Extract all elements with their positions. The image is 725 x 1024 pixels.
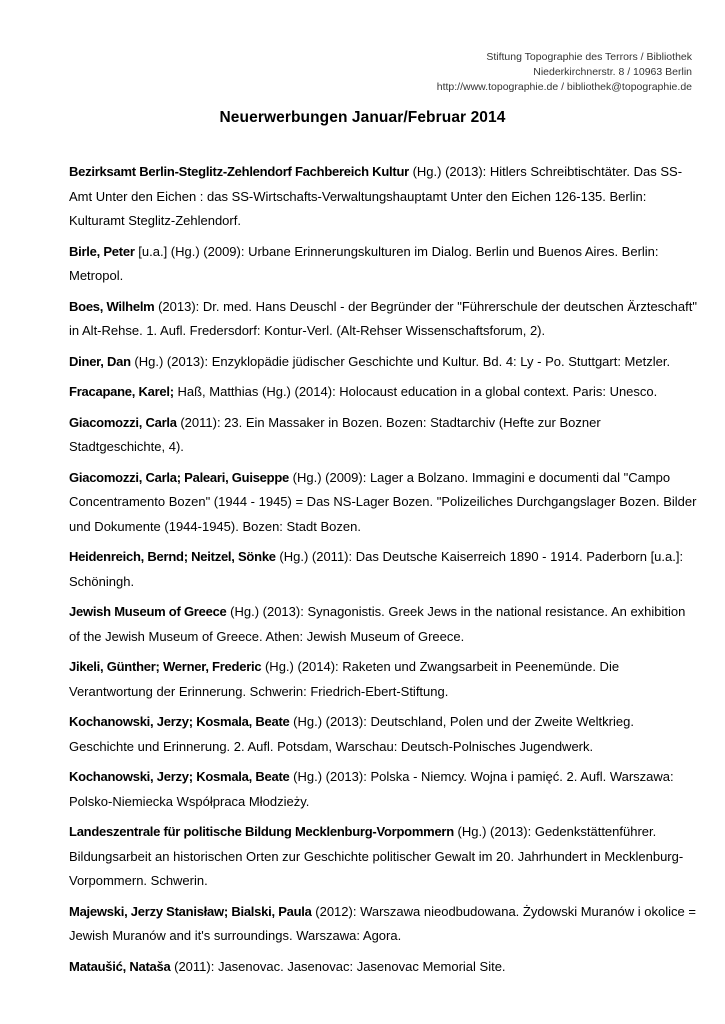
entry-details: (Hg.) (2013): Deutschland, Polen und der Zweite Weltkrieg. Geschichte und Erinnerung. 2. Aufl. Potsdam, Warschau: Deutsch-Polnisches Jugendwerk. (69, 714, 634, 754)
entry-details: (2011): 23. Ein Massaker in Bozen. Bozen: Stadtarchiv (Hefte zur Bozner Stadtgeschichte, 4). (69, 414, 601, 454)
entry-details: (Hg.) (2013): Enzyklopädie jüdischer Geschichte und Kultur. Bd. 4: Ly - Po. Stuttgart: Metzler. (130, 353, 671, 369)
entry-details: (Hg.) (2009): Lager a Bolzano. Immagini e documenti dal "Campo Concentramento Bozen" (1944 - 1945) = Das NS-Lager Bozen. "Polizeiliches Durchgangslager Bozen. Bilder und Dokumente (1944-1945). Bozen: Stadt Bozen. (69, 469, 697, 534)
entry-details: (2013): Dr. med. Hans Deuschl - der Begründer der "Führerschule der deutschen Ärzteschaft" in Alt-Rehse. 1. Aufl. Fredersdorf: Kontur-Verl. (Alt-Rehser Wissenschaftsforum, 2). (69, 298, 697, 338)
entry-author: Diner, Dan (69, 353, 131, 369)
entry-details: [u.a.] (Hg.) (2009): Urbane Erinnerungskulturen im Dialog. Berlin und Buenos Aires. Berlin: Metropol. (69, 243, 659, 283)
acquisitions-list (69, 160, 699, 985)
entry-author: Fracapane, Karel; (69, 384, 174, 399)
list-item (69, 655, 699, 704)
entry-author: Birle, Peter (69, 243, 135, 259)
entry-author: Jewish Museum of Greece (69, 604, 227, 619)
entry-author: Majewski, Jerzy Stanisław; Bialski, Paula (69, 903, 312, 919)
list-item (69, 545, 699, 594)
entry-details: (Hg.) (2013): Gedenkstättenführer. Bildungsarbeit an historischen Orten zur Geschichte politischer Gewalt im 20. Jahrhundert in Mecklenburg-Vorpommern. Schwerin. (69, 824, 684, 888)
list-item (69, 380, 699, 405)
list-item (69, 295, 699, 344)
list-item (69, 600, 699, 649)
entry-author: Giacomozzi, Carla; Paleari, Guiseppe (69, 469, 290, 485)
list-item (69, 765, 699, 814)
entry-details: (Hg.) (2011): Das Deutsche Kaiserreich 1890 - 1914. Paderborn [u.a.]: Schöningh. (69, 549, 684, 589)
entry-author: Bezirksamt Berlin-Steglitz-Zehlendorf Fachbereich Kultur (69, 164, 409, 179)
library-header (437, 50, 692, 95)
entry-details: (Hg.) (2013): Synagonistis. Greek Jews in the national resistance. An exhibition of the Jewish Museum of Greece. Athen: Jewish Museum of Greece. (69, 604, 686, 644)
list-item (69, 955, 699, 980)
list-item (69, 411, 699, 460)
list-item (69, 350, 699, 375)
entry-author: Heidenreich, Bernd; Neitzel, Sönke (69, 549, 276, 564)
entry-details: (Hg.) (2014): Raketen und Zwangsarbeit in Peenemünde. Die Verantwortung der Erinnerung. Schwerin: Friedrich-Ebert-Stiftung. (69, 659, 620, 699)
entry-author: Boes, Wilhelm (69, 298, 155, 314)
list-item (69, 240, 699, 289)
entry-author: Kochanowski, Jerzy; Kosmala, Beate (69, 769, 290, 784)
entry-author: Matаušić, Nataša (69, 958, 171, 974)
entry-author: Kochanowski, Jerzy; Kosmala, Beate (69, 714, 290, 729)
header-address: Niederkirchnerstr. 8 / 10963 Berlin (533, 66, 692, 78)
entry-details: (Hg.) (2013): Hitlers Schreibtischtäter. Das SS-Amt Unter den Eichen : das SS-Wirtschafts-Verwaltungshauptamt Unter den Eichen 126-135. Berlin: Kulturamt Steglitz-Zehlendorf. (69, 164, 683, 228)
header-contact: http://www.topographie.de / bibliothek@topographie.de (436, 81, 692, 93)
entry-author: Giacomozzi, Carla (69, 414, 177, 430)
header-institution: Stiftung Topographie des Terrors / Bibliothek (486, 51, 692, 63)
entry-author: Jikeli, Günther; Werner, Frederic (69, 659, 262, 674)
entry-details: (Hg.) (2013): Polska - Niemcy. Wojna i pamięć. 2. Aufl. Warszawa: Polsko-Niemiecka Współpraca Młodzieży. (69, 769, 674, 809)
list-item (69, 160, 699, 234)
entry-details: Haß, Matthias (Hg.) (2014): Holocaust education in a global context. Paris: Unesco. (173, 384, 658, 399)
entry-details: (2012): Warszawa nieodbudowana. Żydowski Muranów i okolice = Jewish Muranów and it's surroundings. Warszawa: Agora. (69, 903, 696, 943)
list-item (69, 900, 699, 949)
entry-author: Landeszentrale für politische Bildung Mecklenburg-Vorpommern (69, 824, 454, 839)
list-item (69, 710, 699, 759)
list-item (69, 820, 699, 894)
entry-details: (2011): Jasenovac. Jasenovac: Jasenovac Memorial Site. (170, 958, 506, 974)
list-item (69, 466, 699, 540)
page-title: Neuerwerbungen Januar/Februar 2014 (219, 109, 506, 126)
